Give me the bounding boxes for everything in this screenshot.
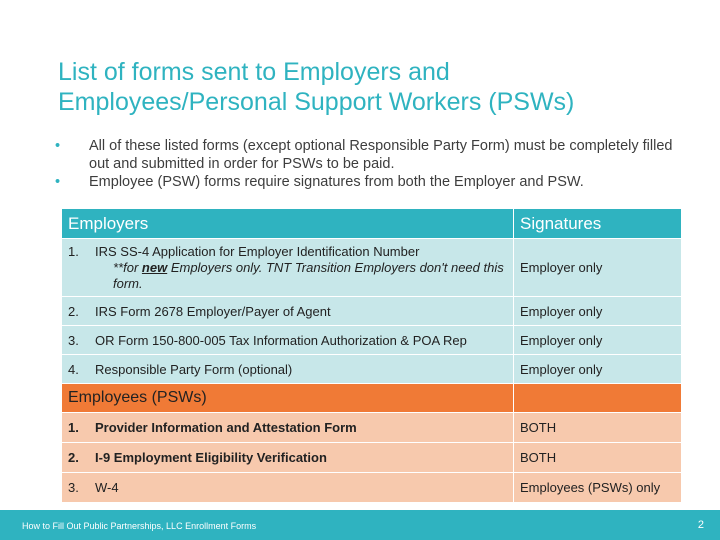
form-name: Responsible Party Form (optional) — [95, 361, 293, 377]
employers-header: Employers — [62, 209, 514, 239]
form-name: W-4 — [95, 480, 119, 495]
bullet-item — [55, 173, 695, 191]
table-row — [62, 473, 682, 503]
table-row — [62, 297, 682, 326]
form-cell — [62, 326, 514, 355]
employees-header-row — [62, 384, 682, 413]
form-cell — [62, 443, 514, 473]
signature-cell: Employer only — [514, 239, 682, 297]
signature-cell: Employer only — [514, 355, 682, 384]
table-row — [62, 443, 682, 473]
table-row — [62, 413, 682, 443]
signature-cell: Employer only — [514, 326, 682, 355]
slide-title — [58, 57, 698, 117]
form-name: I-9 Employment Eligibility Verification — [95, 450, 327, 465]
row-number: 2. — [68, 450, 79, 465]
row-number: 1. — [68, 420, 79, 435]
bullet-list — [55, 137, 695, 191]
form-name: IRS SS-4 Application for Employer Identification Number — [95, 243, 420, 259]
table-row — [62, 326, 682, 355]
bullet-text: All of these listed forms (except optional Responsible Party Form) must be completely filled out and submitted in order for PSWs to be paid. — [89, 138, 673, 172]
form-cell — [62, 413, 514, 443]
row-number: 3. — [68, 332, 79, 348]
form-cell — [62, 239, 514, 297]
employees-header: Employees (PSWs) — [62, 384, 514, 413]
form-note-post: Employers only. TNT Transition Employers don't need this form. — [113, 259, 504, 291]
signatures-header: Signatures — [514, 209, 682, 239]
signature-cell: Employees (PSWs) only — [514, 473, 682, 503]
row-number: 1. — [68, 243, 79, 259]
form-cell — [62, 473, 514, 503]
employers-header-row — [62, 209, 682, 239]
slide-title-line-2: Employees/Personal Support Workers (PSWs) — [58, 88, 575, 116]
form-cell — [62, 355, 514, 384]
row-number: 3. — [68, 480, 79, 495]
page-number: 2 — [697, 519, 704, 531]
table-row — [62, 355, 682, 384]
form-cell — [62, 297, 514, 326]
form-name: OR Form 150-800-005 Tax Information Authorization & POA Rep — [95, 332, 467, 348]
signature-cell: Employer only — [514, 297, 682, 326]
forms-table — [61, 208, 682, 503]
form-name: IRS Form 2678 Employer/Payer of Agent — [95, 303, 331, 319]
bullet-item — [55, 137, 695, 173]
form-note — [68, 260, 507, 292]
bullet-text: Employee (PSW) forms require signatures from both the Employer and PSW. — [89, 174, 584, 190]
form-note-emphasis: new — [141, 259, 168, 275]
footer-bar — [0, 510, 720, 540]
bullet-dot: • — [55, 174, 61, 190]
form-name: Provider Information and Attestation Form — [95, 420, 357, 435]
signature-cell: BOTH — [514, 413, 682, 443]
footer-text: How to Fill Out Public Partnerships, LLC Enrollment Forms — [22, 521, 257, 531]
bullet-dot: • — [55, 138, 61, 154]
signature-cell: BOTH — [514, 443, 682, 473]
employees-header-blank — [514, 384, 682, 413]
table-row — [62, 239, 682, 297]
row-number: 4. — [68, 361, 79, 377]
slide-title-line-1: List of forms sent to Employers and — [58, 58, 450, 86]
form-note-pre: **for — [113, 259, 142, 275]
row-number: 2. — [68, 303, 79, 319]
